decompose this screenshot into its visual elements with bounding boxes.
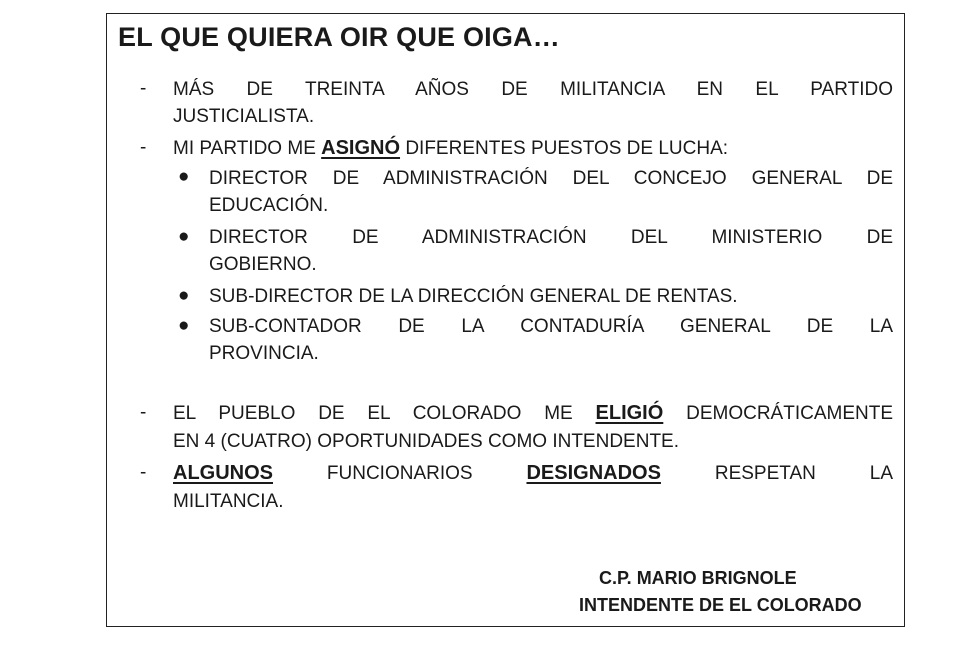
post-1-line-1: DIRECTOR DE ADMINISTRACIÓN DEL CONCEJO GENERAL DE bbox=[209, 168, 893, 189]
item-1-line-1: MÁS DE TREINTA AÑOS DE MILITANCIA EN EL PARTIDO bbox=[173, 79, 893, 100]
list-marker: - bbox=[140, 462, 147, 483]
post-4-line-2: PROVINCIA. bbox=[209, 343, 319, 364]
item-4-text: FUNCIONARIOS bbox=[273, 463, 527, 484]
list-marker: - bbox=[140, 402, 147, 423]
post-1-line-2: EDUCACIÓN. bbox=[209, 195, 329, 216]
list-marker: - bbox=[140, 78, 147, 99]
bullet-icon: ● bbox=[178, 226, 190, 247]
signature-name: C.P. MARIO BRIGNOLE bbox=[599, 568, 797, 588]
item-4-line-1 bbox=[173, 460, 893, 487]
bullet-icon: ● bbox=[178, 315, 190, 336]
item-4-text-end: RESPETAN LA bbox=[660, 463, 893, 484]
item-3-line-1 bbox=[173, 400, 893, 427]
emphasis-designados: DESIGNADOS bbox=[526, 462, 661, 484]
emphasis-asigno: ASIGNÓ bbox=[321, 137, 401, 159]
post-2-line-2: GOBIERNO. bbox=[209, 254, 317, 275]
item-4-line-2: MILITANCIA. bbox=[173, 491, 284, 512]
post-4-line-1: SUB-CONTADOR DE LA CONTADURÍA GENERAL DE LA bbox=[209, 316, 893, 337]
item-3-text-end: DEMOCRÁTICAMENTE bbox=[663, 403, 893, 424]
item-1-line-2: JUSTICIALISTA. bbox=[173, 106, 315, 127]
post-2-line-1: DIRECTOR DE ADMINISTRACIÓN DEL MINISTERIO DE bbox=[209, 227, 893, 248]
item-3-line-2: EN 4 (CUATRO) OPORTUNIDADES COMO INTENDENTE. bbox=[173, 431, 679, 452]
post-3-line-1: SUB-DIRECTOR DE LA DIRECCIÓN GENERAL DE RENTAS. bbox=[209, 286, 738, 307]
list-marker: - bbox=[140, 137, 147, 158]
item-2-text-end: DIFERENTES PUESTOS DE LUCHA: bbox=[400, 138, 729, 159]
bullet-icon: ● bbox=[178, 166, 190, 187]
emphasis-algunos: ALGUNOS bbox=[173, 462, 273, 484]
emphasis-eligio: ELIGIÓ bbox=[595, 402, 664, 424]
item-2-line bbox=[173, 135, 893, 162]
item-2-text: MI PARTIDO ME bbox=[173, 138, 322, 159]
signature-role: INTENDENTE DE EL COLORADO bbox=[579, 595, 862, 615]
item-3-text: EL PUEBLO DE EL COLORADO ME bbox=[173, 403, 596, 424]
bullet-icon: ● bbox=[178, 285, 190, 306]
document-title: EL QUE QUIERA OIR QUE OIGA… bbox=[118, 22, 560, 52]
